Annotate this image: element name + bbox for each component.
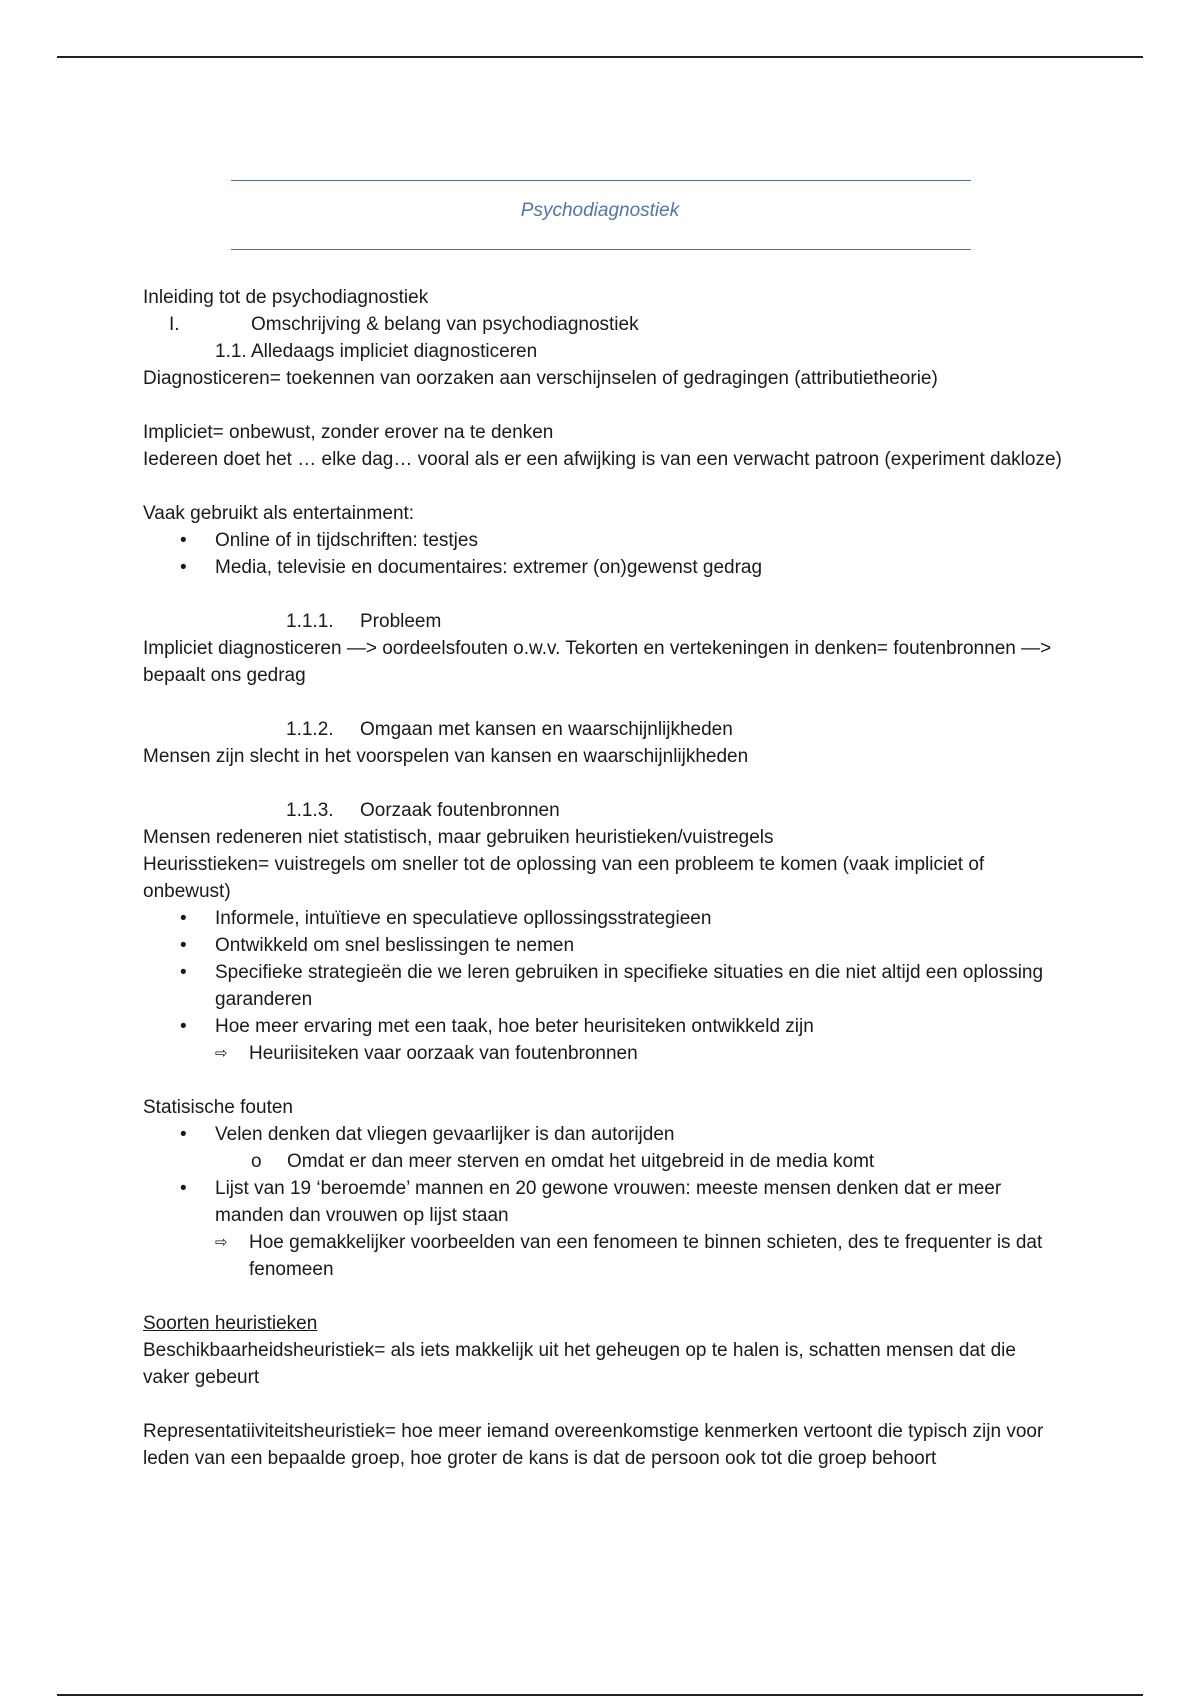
bullet-icon: • [180, 530, 187, 551]
list-item: • Lijst van 19 ‘beroemde’ mannen en 20 gewone vrouwen: meeste mensen denken dat er meer manden dan vrouwen op lijst staan [143, 1175, 1063, 1229]
page-bottom-rule [57, 1694, 1143, 1696]
fouten-list-2 [143, 1175, 1063, 1229]
list-item: • Hoe meer ervaring met een taak, hoe beter heurisiteken ontwikkeld zijn [143, 1013, 1063, 1040]
arrow-item: ⇨ Heuriisiteken vaar oorzaak van foutenbronnen [143, 1040, 1063, 1067]
soorten-heading: Soorten heuristieken [143, 1313, 318, 1334]
heading-section-1-1-1 [143, 608, 1063, 635]
list-item: • Informele, intuïtieve en speculatieve opllossingsstrategieen [143, 905, 1063, 932]
title-top-line [231, 180, 971, 181]
list-item: • Online of in tijdschriften: testjes [143, 527, 1063, 554]
heading-section-1-1-2 [143, 716, 1063, 743]
heading-label: Probleem [360, 611, 442, 632]
bullet-icon: • [180, 557, 187, 578]
bullet-icon: • [180, 935, 187, 956]
list-item: • Ontwikkeld om snel beslissingen te nemen [143, 932, 1063, 959]
heading-number: I. [169, 314, 180, 335]
title-bottom-line [231, 249, 971, 250]
paragraph-impliciet: Impliciet= onbewust, zonder erover na te denken [143, 422, 554, 443]
entertainment-list [143, 527, 1063, 581]
bullet-icon: • [180, 1178, 187, 1199]
intro-heading: Inleiding tot de psychodiagnostiek [143, 287, 429, 308]
bullet-icon: • [180, 908, 187, 929]
circle-bullet-icon: o [251, 1151, 262, 1172]
list-item: • Velen denken dat vliegen gevaarlijker is dan autorijden [143, 1121, 1063, 1148]
paragraph-beschikbaarheid: Beschikbaarheidsheuristiek= als iets makkelijk uit het geheugen op te halen is, schatten mensen dat die vaker gebeurt [143, 1340, 1016, 1388]
document-body [143, 284, 1063, 1472]
heading-label: Alledaags impliciet diagnosticeren [250, 341, 538, 362]
heading-section-1 [143, 311, 1063, 338]
arrow-item: ⇨ Hoe gemakkelijker voorbeelden van een fenomeen te binnen schieten, des te frequenter is dat fenomeen [143, 1229, 1063, 1283]
heading-section-1-1-3 [143, 797, 1063, 824]
list-item: • Media, televisie en documentaires: extremer (on)gewenst gedrag [143, 554, 1063, 581]
paragraph-heuristieken: Heurisstieken= vuistregels om sneller tot de oplossing van een probleem te komen (vaak impliciet of onbewust) [143, 854, 985, 902]
sub-item: o Omdat er dan meer sterven en omdat het uitgebreid in de media komt [143, 1148, 1063, 1175]
document-title: Psychodiagnostiek [520, 200, 680, 221]
paragraph-kansen: Mensen zijn slecht in het voorspelen van kansen en waarschijnlijkheden [143, 746, 749, 767]
heading-label: Omschrijving & belang van psychodiagnostiek [251, 314, 639, 335]
arrow-icon: ⇨ [215, 1045, 228, 1062]
heading-number: 1.1.2. [286, 719, 334, 740]
paragraph-entertainment: Vaak gebruikt als entertainment: [143, 503, 415, 524]
paragraph-representativiteit: Representatiiviteitsheuristiek= hoe meer iemand overeenkomstige kenmerken vertoont die typisch zijn voor leden van een bepaalde groep, hoe groter de kans is dat de persoon ook tot die groep behoort [143, 1421, 1044, 1469]
paragraph-probleem: Impliciet diagnosticeren —> oordeelsfouten o.w.v. Tekorten en vertekeningen in denken= foutenbronnen —> bepaalt ons gedrag [143, 638, 1052, 686]
bullet-icon: • [180, 962, 187, 983]
heading-label: Omgaan met kansen en waarschijnlijkheden [360, 719, 733, 740]
heading-section-1-1 [143, 338, 1063, 365]
bullet-icon: • [180, 1124, 187, 1145]
fouten-list [143, 1121, 1063, 1148]
list-item: • Specifieke strategieën die we leren gebruiken in specifieke situaties en die niet altijd een oplossing garanderen [143, 959, 1063, 1013]
heading-number: 1.1. [215, 341, 247, 362]
heuristiek-list [143, 905, 1063, 1040]
heading-label: Oorzaak foutenbronnen [360, 800, 560, 821]
paragraph-redeneren: Mensen redeneren niet statistisch, maar gebruiken heuristieken/vuistregels [143, 827, 774, 848]
paragraph-diagnosticeren: Diagnosticeren= toekennen van oorzaken aan verschijnselen of gedragingen (attributietheorie) [143, 368, 938, 389]
paragraph-iedereen: Iedereen doet het … elke dag… vooral als er een afwijking is van een verwacht patroon (experiment dakloze) [143, 449, 1062, 470]
arrow-icon: ⇨ [215, 1234, 228, 1251]
page-top-rule [57, 56, 1143, 58]
paragraph-statistische-fouten: Statisische fouten [143, 1097, 293, 1118]
bullet-icon: • [180, 1016, 187, 1037]
heading-number: 1.1.1. [286, 611, 334, 632]
heading-number: 1.1.3. [286, 800, 334, 821]
